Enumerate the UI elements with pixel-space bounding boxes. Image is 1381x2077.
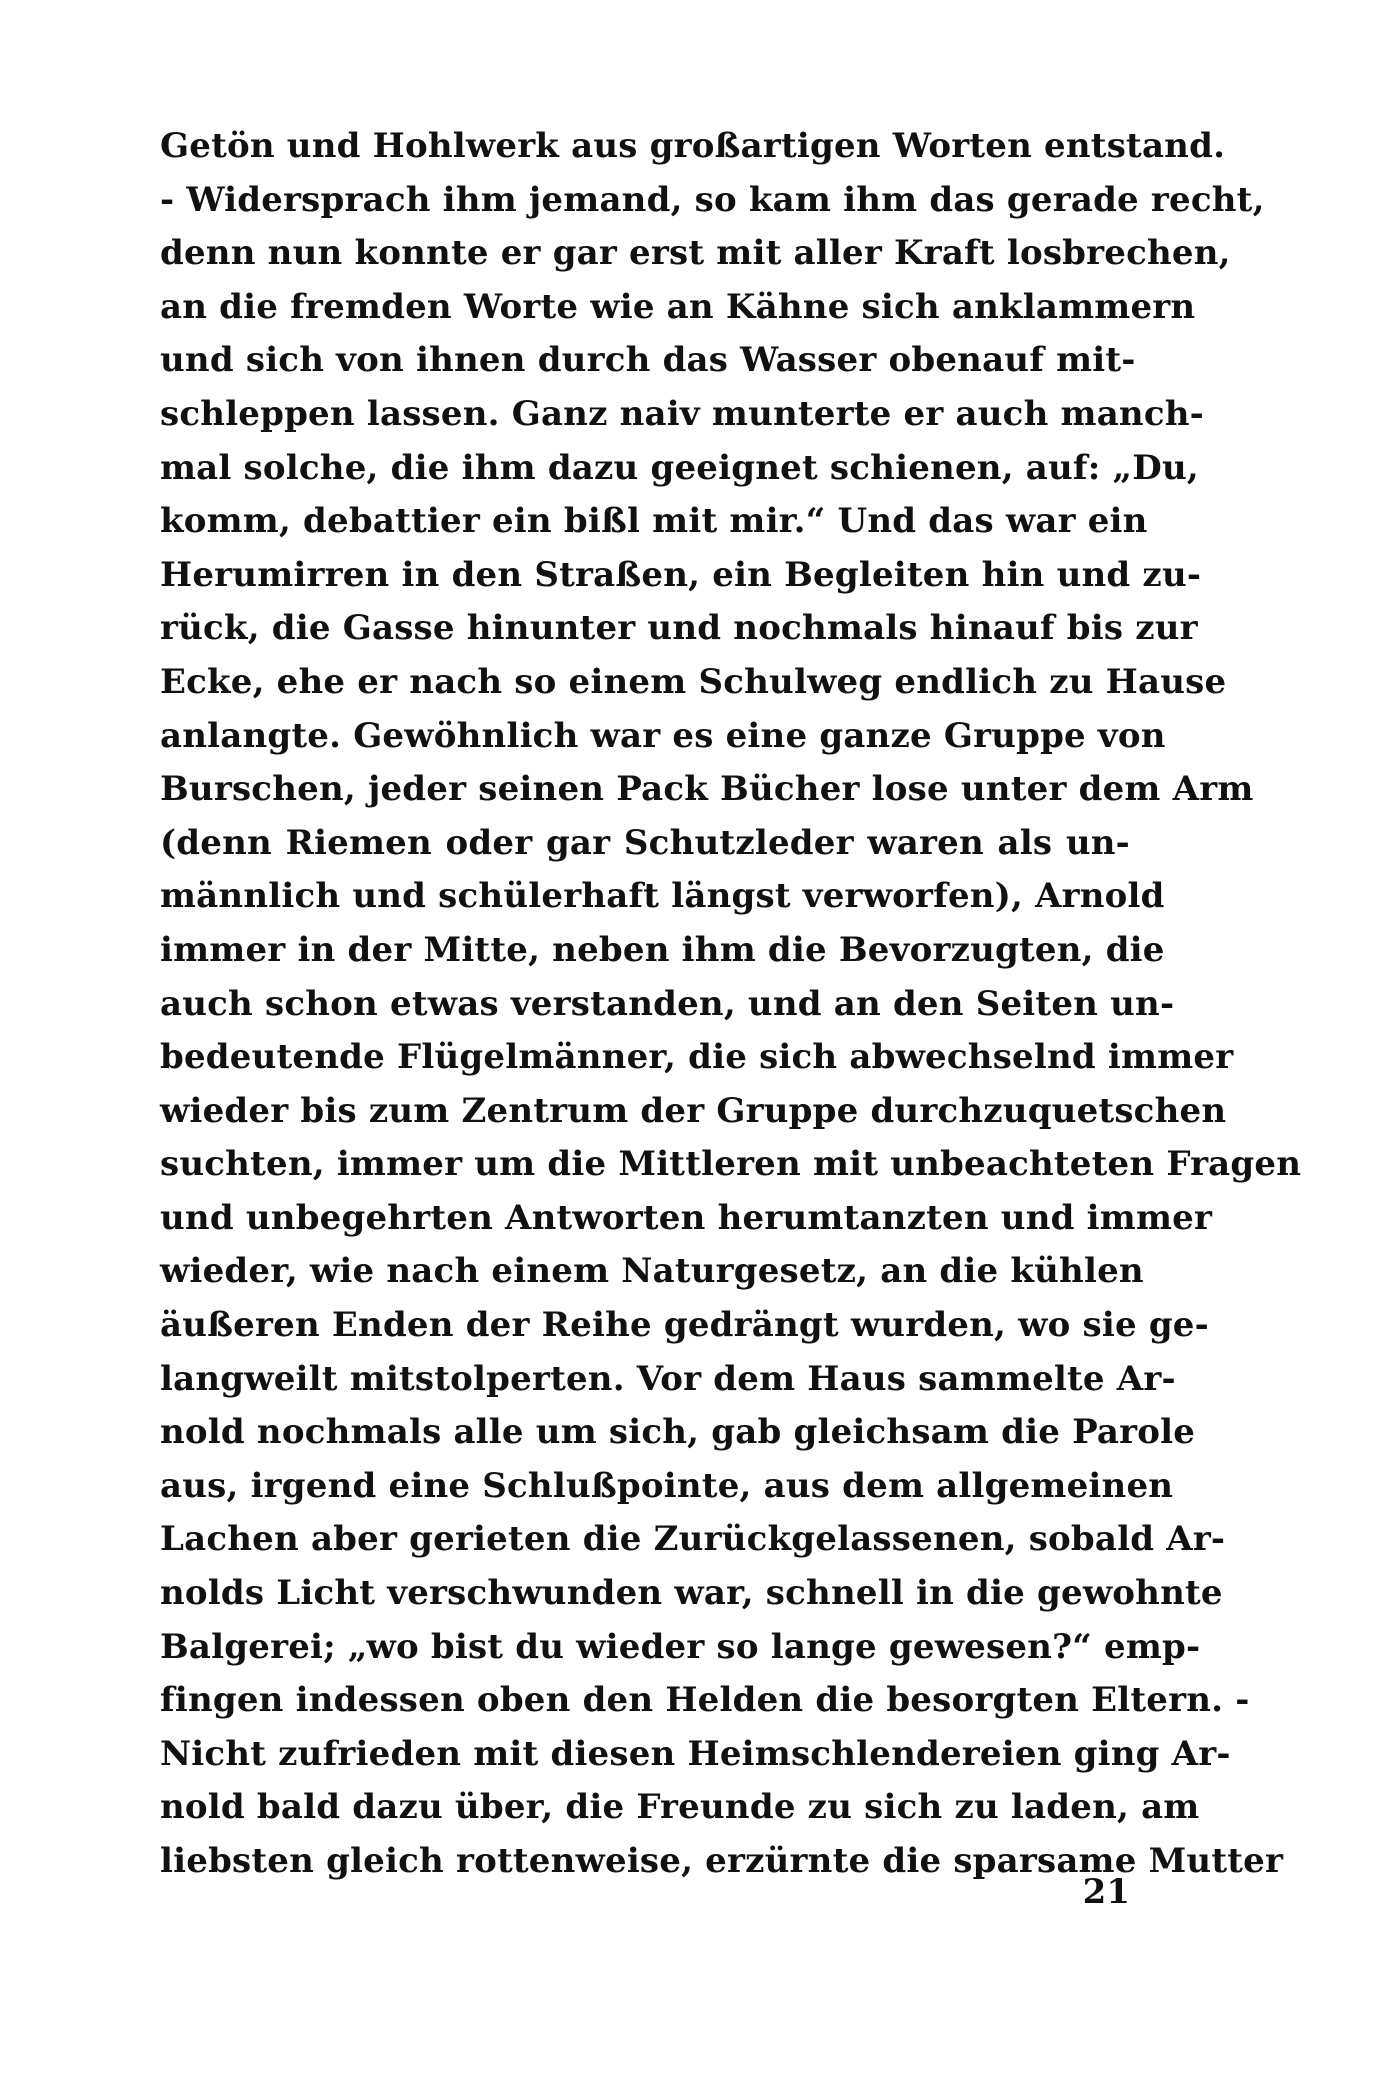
text-line: Ecke, ehe er nach so einem Schulweg endlich zu Hause bbox=[160, 661, 1227, 702]
text-line: langweilt mitstolperten. Vor dem Haus sammelte Ar- bbox=[160, 1358, 1176, 1399]
text-line: suchten, immer um die Mittleren mit unbeachteten Fragen bbox=[160, 1144, 1302, 1185]
text-line: denn nun konnte er gar erst mit aller Kraft losbrechen, bbox=[160, 233, 1231, 274]
text-line: anlangte. Gewöhnlich war es eine ganze Gruppe von bbox=[160, 715, 1166, 756]
text-line: nolds Licht verschwunden war, schnell in die gewohnte bbox=[160, 1573, 1223, 1614]
text-line: nold bald dazu über, die Freunde zu sich zu laden, am bbox=[160, 1787, 1200, 1828]
text-line: aus, irgend eine Schlußpointe, aus dem allgemeinen bbox=[160, 1465, 1174, 1506]
text-line: Lachen aber gerieten die Zurückgelassenen, sobald Ar- bbox=[160, 1519, 1226, 1560]
text-line: und unbegehrten Antworten herumtanzten und immer bbox=[160, 1197, 1213, 1238]
text-line: Getön und Hohlwerk aus großartigen Worten entstand. bbox=[160, 126, 1226, 166]
text-line: immer in der Mitte, neben ihm die Bevorzugten, die bbox=[160, 929, 1165, 970]
text-line: wieder, wie nach einem Naturgesetz, an die kühlen bbox=[160, 1251, 1144, 1292]
body-text bbox=[160, 120, 1302, 1889]
text-line: wieder bis zum Zentrum der Gruppe durchzuquetschen bbox=[160, 1090, 1227, 1131]
page-number: 21 bbox=[1082, 1872, 1130, 1912]
text-line: männlich und schülerhaft längst verworfen), Arnold bbox=[160, 876, 1165, 917]
text-line: auch schon etwas verstanden, und an den Seiten un- bbox=[160, 983, 1175, 1024]
text-line: fingen indessen oben den Helden die besorgten Eltern. - bbox=[160, 1680, 1250, 1721]
text-line: äußeren Enden der Reihe gedrängt wurden, wo sie ge- bbox=[160, 1305, 1209, 1346]
text-line: nold nochmals alle um sich, gab gleichsam die Parole bbox=[160, 1412, 1196, 1453]
text-line: liebsten gleich rottenweise, erzürnte die sparsame Mutter bbox=[160, 1841, 1284, 1881]
text-line: mal solche, die ihm dazu geeignet schienen, auf: „Du, bbox=[160, 447, 1199, 488]
text-line: Herumirren in den Straßen, ein Begleiten hin und zu- bbox=[160, 554, 1202, 595]
text-line: Nicht zufrieden mit diesen Heimschlendereien ging Ar- bbox=[160, 1733, 1231, 1774]
text-line: Burschen, jeder seinen Pack Bücher lose unter dem Arm bbox=[160, 769, 1254, 810]
text-line: (denn Riemen oder gar Schutzleder waren als un- bbox=[160, 822, 1130, 863]
text-line: - Widersprach ihm jemand, so kam ihm das gerade recht, bbox=[160, 179, 1265, 220]
text-line: Balgerei; „wo bist du wieder so lange gewesen?“ emp- bbox=[160, 1626, 1201, 1667]
text-line: an die fremden Worte wie an Kähne sich anklammern bbox=[160, 286, 1196, 327]
text-line: bedeutende Flügelmänner, die sich abwechselnd immer bbox=[160, 1037, 1234, 1078]
text-line: komm, debattier ein bißl mit mir.“ Und das war ein bbox=[160, 501, 1148, 542]
text-line: schleppen lassen. Ganz naiv munterte er auch manch- bbox=[160, 393, 1204, 434]
text-line: rück, die Gasse hinunter und nochmals hinauf bis zur bbox=[160, 608, 1198, 649]
text-line: und sich von ihnen durch das Wasser obenauf mit- bbox=[160, 340, 1136, 381]
